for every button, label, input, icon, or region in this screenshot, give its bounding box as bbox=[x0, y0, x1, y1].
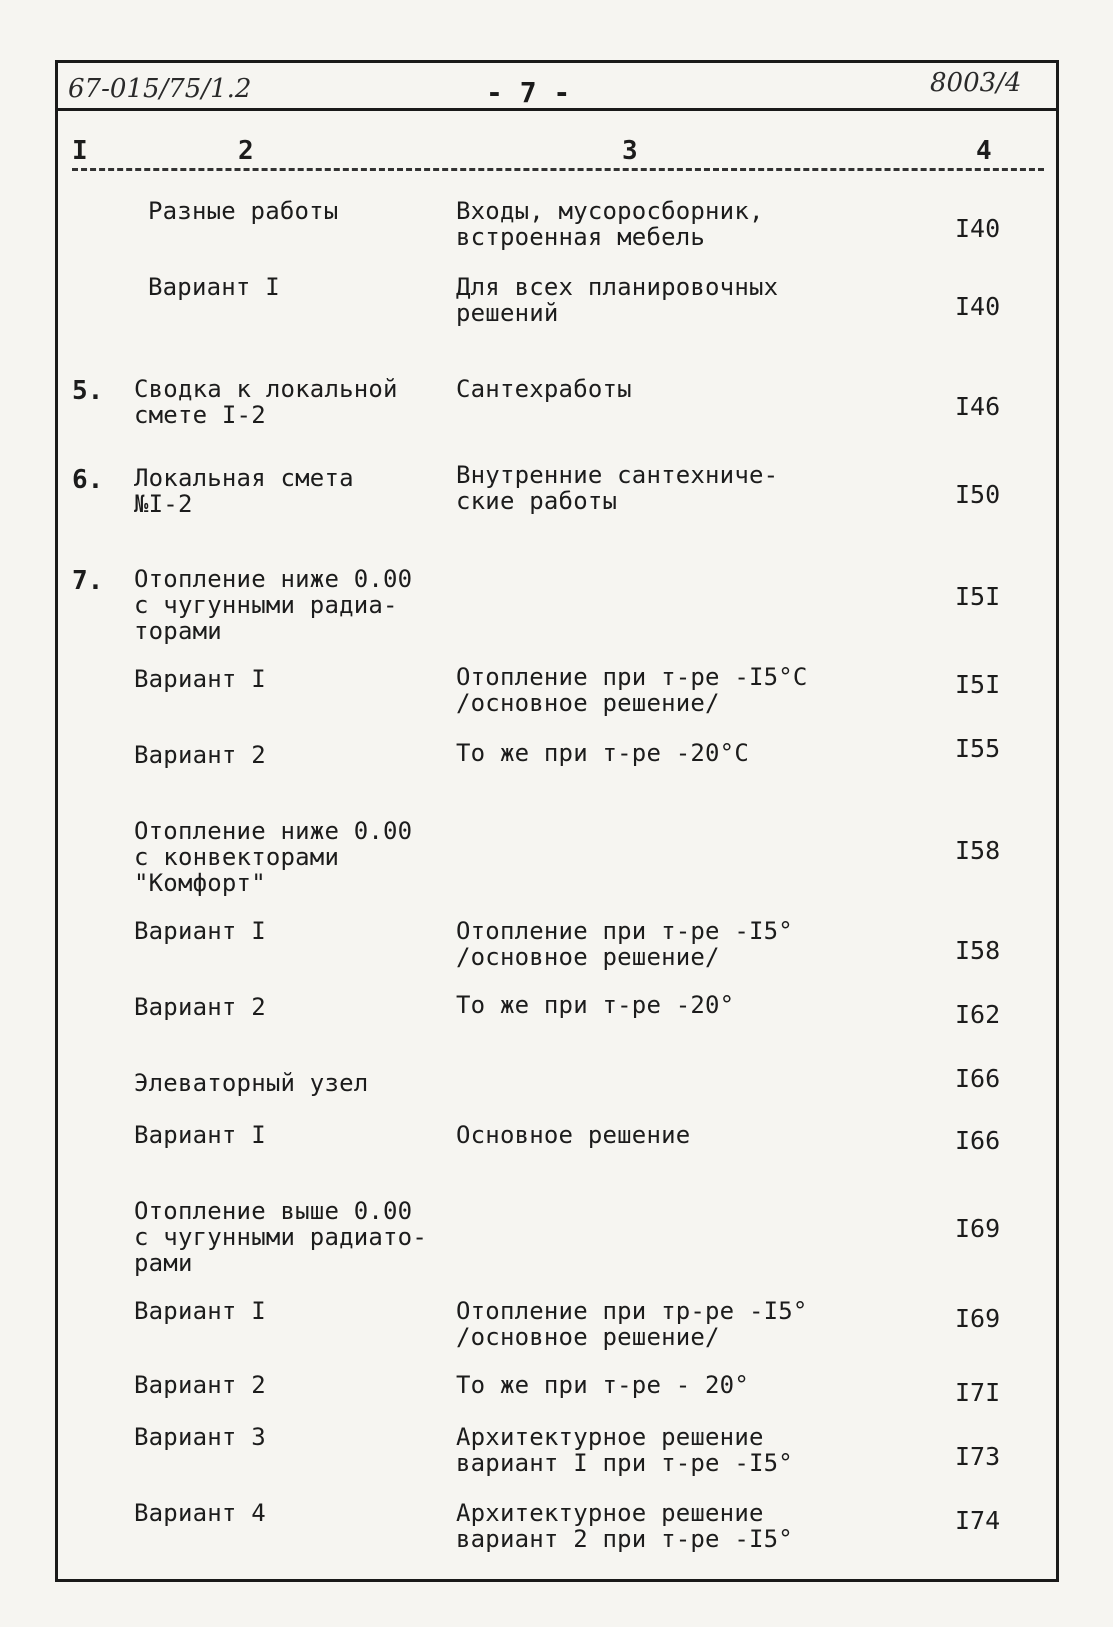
row-page: I5I bbox=[955, 582, 1001, 611]
row-description: Для всех планировочных решений bbox=[456, 273, 779, 327]
row-page: I5I bbox=[955, 670, 1001, 699]
row-page: I55 bbox=[955, 734, 1001, 763]
row-page: I40 bbox=[955, 214, 1001, 243]
row-description: То же при т-ре -20° bbox=[456, 991, 735, 1019]
row-name: Отопление ниже 0.00 с конвекторами "Комфорт" bbox=[134, 817, 413, 897]
row-name: Вариант I bbox=[134, 917, 266, 945]
column-header-4: 4 bbox=[976, 136, 992, 166]
document-code-right: 8003/4 bbox=[930, 68, 1022, 98]
row-description: То же при т-ре - 20° bbox=[456, 1371, 749, 1399]
column-header-dashes bbox=[72, 168, 1044, 171]
row-description: Отопление при тр-ре -I5° /основное решение/ bbox=[456, 1297, 808, 1351]
row-name: Отопление выше 0.00 с чугунными радиато- рами bbox=[134, 1197, 427, 1277]
row-description: Отопление при т-ре -I5° /основное решение/ bbox=[456, 917, 793, 971]
row-name: Вариант 4 bbox=[134, 1499, 266, 1527]
row-page: I58 bbox=[955, 836, 1001, 865]
row-page: I46 bbox=[955, 392, 1001, 421]
row-page: I50 bbox=[955, 480, 1001, 509]
row-name: Вариант I bbox=[134, 1297, 266, 1325]
row-description: То же при т-ре -20°С bbox=[456, 739, 749, 767]
row-name: Сводка к локальной смете I-2 bbox=[134, 375, 398, 429]
row-page: I74 bbox=[955, 1506, 1001, 1535]
row-page: I66 bbox=[955, 1064, 1001, 1093]
row-description: Внутренние сантехниче- ские работы bbox=[456, 461, 779, 515]
row-page: I69 bbox=[955, 1214, 1001, 1243]
row-name: Отопление ниже 0.00 с чугунными радиа- торами bbox=[134, 565, 413, 645]
page-number: - 7 - bbox=[486, 76, 571, 109]
column-header-2: 2 bbox=[238, 136, 254, 166]
row-name: Элеваторный узел bbox=[134, 1069, 369, 1097]
row-name: Вариант I bbox=[134, 1121, 266, 1149]
row-description: Отопление при т-ре -I5°С /основное решение/ bbox=[456, 663, 808, 717]
row-name: Вариант 2 bbox=[134, 741, 266, 769]
row-description: Входы, мусоросборник, встроенная мебель bbox=[456, 197, 764, 251]
row-page: I58 bbox=[955, 936, 1001, 965]
row-description: Архитектурное решение вариант 2 при т-ре -I5° bbox=[456, 1499, 793, 1553]
row-description: Основное решение bbox=[456, 1121, 691, 1149]
row-page: I7I bbox=[955, 1378, 1001, 1407]
row-number: 7. bbox=[72, 566, 104, 596]
row-description: Сантехработы bbox=[456, 375, 632, 403]
row-name: Вариант I bbox=[134, 665, 266, 693]
row-number: 6. bbox=[72, 465, 104, 495]
column-header-3: 3 bbox=[622, 136, 638, 166]
row-page: I73 bbox=[955, 1442, 1001, 1471]
row-description: Архитектурное решение вариант I при т-ре -I5° bbox=[456, 1423, 793, 1477]
row-page: I40 bbox=[955, 292, 1001, 321]
row-name: Разные работы bbox=[148, 197, 339, 225]
row-name: Вариант 3 bbox=[134, 1423, 266, 1451]
row-page: I62 bbox=[955, 1000, 1001, 1029]
row-name: Локальная смета №I-2 bbox=[134, 464, 354, 518]
column-header-1: I bbox=[72, 136, 88, 166]
document-code-left: 67-015/75/1.2 bbox=[68, 74, 252, 104]
row-name: Вариант 2 bbox=[134, 993, 266, 1021]
row-page: I69 bbox=[955, 1304, 1001, 1333]
row-name: Вариант 2 bbox=[134, 1371, 266, 1399]
row-number: 5. bbox=[72, 376, 104, 406]
row-name: Вариант I bbox=[148, 273, 280, 301]
row-page: I66 bbox=[955, 1126, 1001, 1155]
